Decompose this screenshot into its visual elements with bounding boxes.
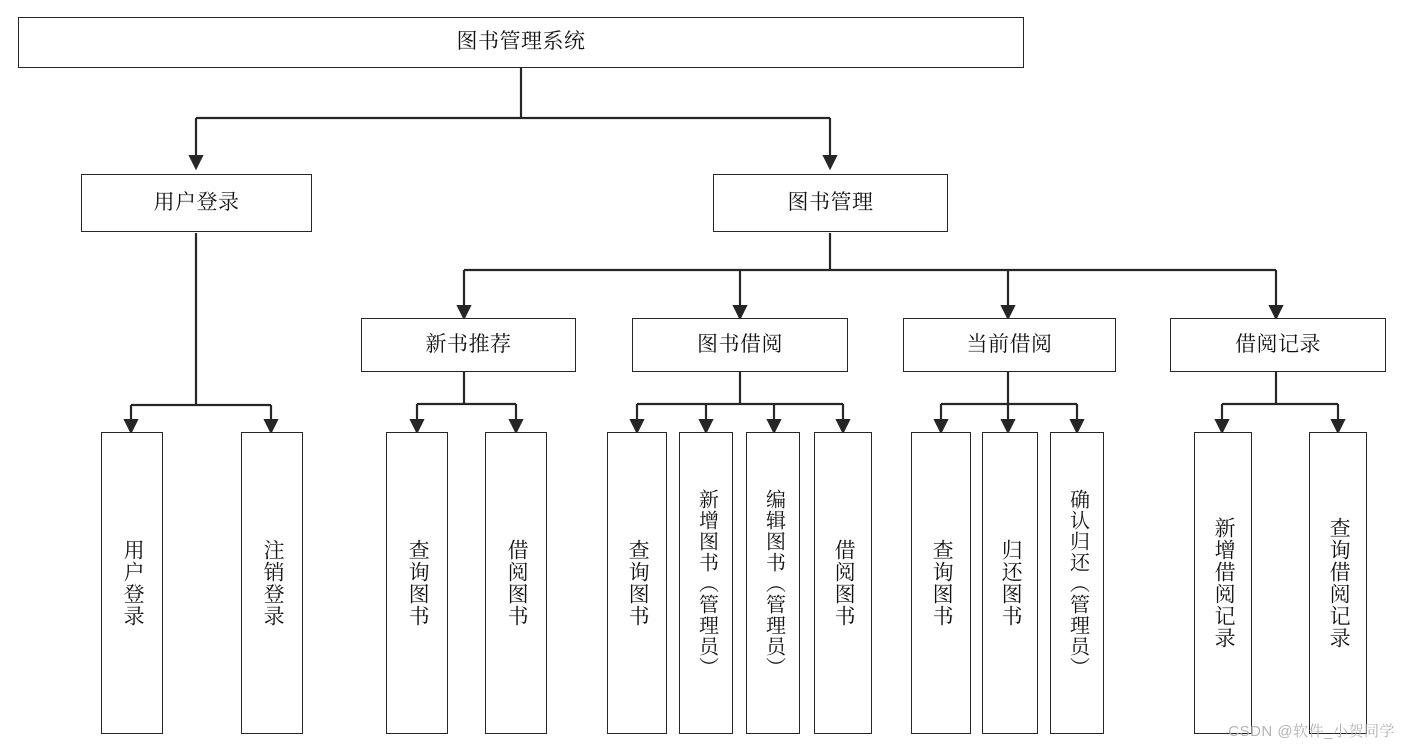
node-borrow-records[interactable]: 借阅记录 (1170, 318, 1386, 372)
watermark-text: CSDN @软件_小贺同学 (1228, 723, 1395, 740)
node-book-management[interactable]: 图书管理 (713, 174, 948, 232)
leaf-logout[interactable]: 注销登录 (241, 432, 303, 734)
leaf-return-book[interactable]: 归还图书 (982, 432, 1038, 734)
leaf-query-book-newbook[interactable]: 查询图书 (386, 432, 448, 734)
leaf-add-borrow-record[interactable]: 新增借阅记录 (1194, 432, 1252, 734)
node-current-borrow[interactable]: 当前借阅 (903, 318, 1116, 372)
leaf-query-book-borrow[interactable]: 查询图书 (607, 432, 667, 734)
leaf-user-login[interactable]: 用户登录 (101, 432, 163, 734)
leaf-edit-book-admin[interactable]: 编辑图书（管理员） (746, 432, 800, 734)
node-new-book-recommend[interactable]: 新书推荐 (361, 318, 576, 372)
leaf-query-book-current[interactable]: 查询图书 (911, 432, 971, 734)
leaf-query-borrow-record[interactable]: 查询借阅记录 (1309, 432, 1367, 734)
leaf-add-book-admin[interactable]: 新增图书（管理员） (679, 432, 733, 734)
leaf-borrow-book[interactable]: 借阅图书 (814, 432, 872, 734)
node-root[interactable]: 图书管理系统 (18, 17, 1024, 68)
leaf-confirm-return-admin[interactable]: 确认归还（管理员） (1050, 432, 1104, 734)
leaf-borrow-book-newbook[interactable]: 借阅图书 (485, 432, 547, 734)
node-user-login[interactable]: 用户登录 (81, 174, 312, 232)
node-book-borrow[interactable]: 图书借阅 (632, 318, 848, 372)
